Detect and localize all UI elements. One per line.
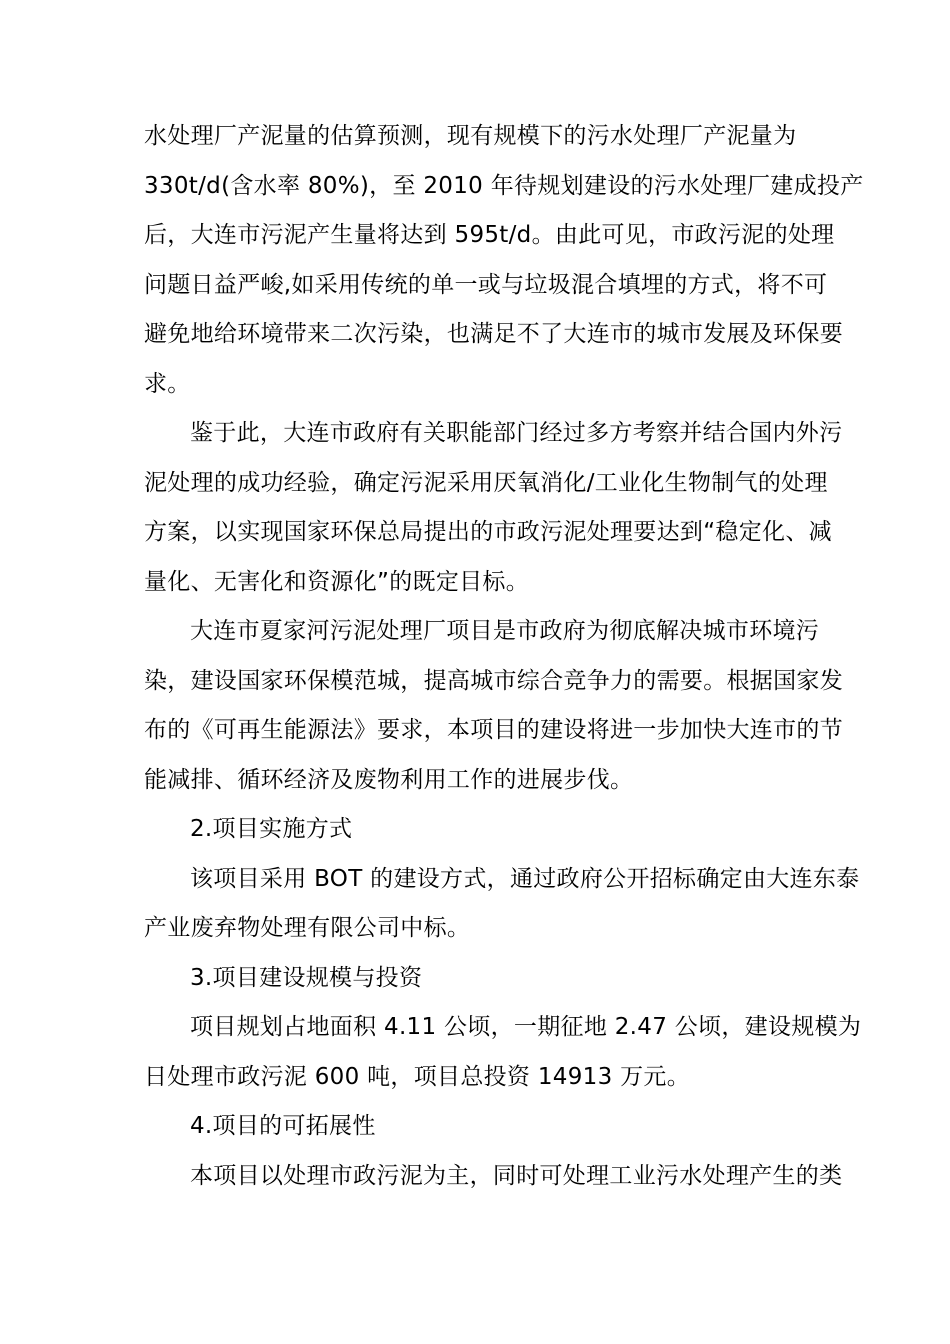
- text-line: 染，建设国家环保模范城，提高城市综合竞争力的需要。根据国家发: [144, 668, 843, 694]
- text-line: 避免地给环境带来二次污染，也满足不了大连市的城市发展及环保要: [144, 321, 843, 347]
- text-line: 求。: [144, 371, 191, 397]
- paragraph-start-line: 项目规划占地面积 4.11 公顷，一期征地 2.47 公顷，建设规模为: [190, 1014, 862, 1040]
- paragraph-start-line: 该项目采用 BOT 的建设方式，通过政府公开招标确定由大连东泰: [190, 866, 860, 892]
- paragraph-start-line: 大连市夏家河污泥处理厂项目是市政府为彻底解决城市环境污: [190, 618, 820, 644]
- text-line: 日处理市政污泥 600 吨，项目总投资 14913 万元。: [144, 1064, 691, 1090]
- text-line: 方案，以实现国家环保总局提出的市政污泥处理要达到“稳定化、减: [144, 519, 832, 545]
- section-heading: 4.项目的可拓展性: [190, 1113, 376, 1139]
- text-line: 布的《可再生能源法》要求，本项目的建设将进一步加快大连市的节: [144, 717, 843, 743]
- paragraph-start-line: 本项目以处理市政污泥为主，同时可处理工业污水处理产生的类: [190, 1163, 843, 1189]
- section-heading: 3.项目建设规模与投资: [190, 965, 423, 991]
- text-line: 产业废弃物处理有限公司中标。: [144, 915, 471, 941]
- text-line: 量化、无害化和资源化”的既定目标。: [144, 569, 530, 595]
- text-line: 问题日益严峻,如采用传统的单一或与垃圾混合填埋的方式，将不可: [144, 272, 828, 298]
- text-line: 能减排、循环经济及废物利用工作的进展步伐。: [144, 767, 634, 793]
- paragraph-start-line: 鉴于此，大连市政府有关职能部门经过多方考察并结合国内外污: [190, 420, 843, 446]
- section-heading: 2.项目实施方式: [190, 816, 353, 842]
- text-line: 水处理厂产泥量的估算预测，现有规模下的污水处理厂产泥量为: [144, 123, 797, 149]
- text-line: 330t/d(含水率 80%)，至 2010 年待规划建设的污水处理厂建成投产: [144, 173, 864, 199]
- text-line: 后，大连市污泥产生量将达到 595t/d。由此可见，市政污泥的处理: [144, 222, 835, 248]
- text-line: 泥处理的成功经验，确定污泥采用厌氧消化/工业化生物制气的处理: [144, 470, 828, 496]
